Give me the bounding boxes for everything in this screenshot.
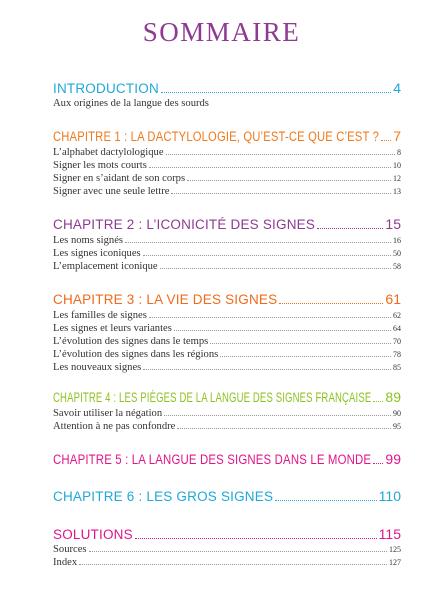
toc-item-label: Les signes iconiques [53, 248, 141, 259]
toc-page-number: 13 [393, 187, 401, 196]
toc-page-number: 125 [389, 545, 401, 554]
dot-leader [164, 415, 391, 416]
toc-page-number: 64 [393, 324, 401, 333]
toc-page-number: 16 [393, 236, 401, 245]
dot-leader [210, 343, 391, 344]
toc-item[interactable] [53, 235, 401, 246]
toc-heading-label: CHAPITRE 4 : LES PIÈGES DE LA LANGUE DES SIGNES FRANÇAISE [53, 390, 372, 405]
dot-leader [373, 463, 383, 464]
toc-item[interactable] [53, 323, 401, 334]
toc-heading-label: CHAPITRE 3 : LA VIE DES SIGNES [53, 292, 278, 307]
toc-heading-label: CHAPITRE 2 : L’ICONICITÉ DES SIGNES [53, 217, 316, 232]
toc-page-number: 110 [378, 488, 401, 504]
toc-heading-solutions[interactable] [53, 526, 401, 542]
toc-item[interactable] [53, 173, 401, 184]
dot-leader [279, 303, 383, 304]
toc-item[interactable] [53, 160, 401, 171]
dot-leader [160, 268, 391, 269]
toc-heading-chapitre-4[interactable] [53, 389, 401, 405]
toc-item[interactable] [53, 362, 401, 373]
toc-page-number: 4 [393, 80, 401, 96]
toc-heading-chapitre-5[interactable] [53, 451, 401, 467]
toc-heading-introduction[interactable] [53, 80, 401, 96]
toc-page-number: 7 [393, 128, 401, 144]
toc-item[interactable] [53, 98, 401, 109]
toc-page-number: 95 [393, 422, 401, 431]
toc-page-number: 62 [393, 311, 401, 320]
toc-item-label: Les noms signés [53, 235, 124, 246]
dot-leader [373, 401, 383, 402]
toc-item-label: Les signes et leurs variantes [53, 323, 172, 334]
toc-item-label: L’alphabet dactylologique [53, 147, 164, 158]
toc-item-label: L’évolution des signes dans les régions [53, 349, 219, 360]
toc-heading-chapitre-1[interactable] [53, 128, 401, 144]
toc-item-label: Signer en s’aidant de son corps [53, 173, 186, 184]
toc-heading-chapitre-6[interactable] [53, 488, 401, 504]
dot-leader [161, 92, 391, 93]
dot-leader [89, 551, 387, 552]
toc-page-number: 50 [393, 249, 401, 258]
toc-page-number: 78 [393, 350, 401, 359]
toc-item-label: Les nouveaux signes [53, 362, 142, 373]
toc-page-number: 99 [385, 451, 401, 467]
toc-item[interactable] [53, 421, 401, 432]
toc-page-number: 12 [393, 174, 401, 183]
toc-page-number: 15 [385, 216, 401, 232]
toc-item-label: Sources [53, 544, 87, 555]
dot-leader [166, 154, 395, 155]
toc-page-number: 115 [378, 526, 401, 542]
dot-leader [177, 428, 391, 429]
toc-item[interactable] [53, 147, 401, 158]
dot-leader [174, 330, 391, 331]
dot-leader [135, 538, 377, 539]
toc-item-label: Savoir utiliser la négation [53, 408, 163, 419]
toc-heading-chapitre-2[interactable] [53, 216, 401, 232]
toc-page-number: 70 [393, 337, 401, 346]
toc-item[interactable] [53, 261, 401, 272]
page-title: SOMMAIRE [142, 17, 301, 47]
toc-heading-label: INTRODUCTION [53, 81, 159, 96]
toc-page-number: 127 [389, 558, 401, 567]
dot-leader [149, 167, 391, 168]
toc-page-number: 61 [385, 291, 401, 307]
dot-leader [143, 369, 391, 370]
toc-item-label: Signer les mots courts [53, 160, 147, 171]
toc-page-number: 90 [393, 409, 401, 418]
toc-heading-label: CHAPITRE 6 : LES GROS SIGNES [53, 489, 274, 504]
dot-leader [149, 317, 391, 318]
toc-item-label: L’emplacement iconique [53, 261, 158, 272]
dot-leader [381, 140, 391, 141]
toc-item-label: Aux origines de la langue des sourds [53, 98, 209, 109]
toc-item[interactable] [53, 349, 401, 360]
toc-item[interactable] [53, 186, 401, 197]
dot-leader [187, 180, 391, 181]
toc-page-number: 10 [393, 161, 401, 170]
toc-page-number: 58 [393, 262, 401, 271]
dot-leader [79, 564, 387, 565]
dot-leader [317, 228, 383, 229]
toc-item-label: Les familles de signes [53, 310, 147, 321]
toc-item[interactable] [53, 557, 401, 568]
toc-item[interactable] [53, 336, 401, 347]
toc-item[interactable] [53, 248, 401, 259]
dot-leader [171, 193, 391, 194]
toc-item[interactable] [53, 310, 401, 321]
toc-item[interactable] [53, 408, 401, 419]
dot-leader [220, 356, 391, 357]
toc-item-label: L’évolution des signes dans le temps [53, 336, 209, 347]
toc-heading-label: SOLUTIONS [53, 527, 133, 542]
dot-leader [125, 242, 391, 243]
toc-page-number: 8 [397, 148, 401, 157]
toc-heading-label: CHAPITRE 5 : LA LANGUE DES SIGNES DANS LE MONDE [53, 452, 372, 467]
toc-heading-label: CHAPITRE 1 : LA DACTYLOLOGIE, QU’EST-CE QUE C’EST ? [53, 129, 379, 144]
toc-item-label: Index [53, 557, 78, 568]
toc-page-number: 85 [393, 363, 401, 372]
toc-heading-chapitre-3[interactable] [53, 291, 401, 307]
dot-leader [275, 500, 377, 501]
toc-item-label: Attention à ne pas confondre [53, 421, 176, 432]
toc-item[interactable] [53, 544, 401, 555]
dot-leader [143, 255, 391, 256]
toc-item-label: Signer avec une seule lettre [53, 186, 170, 197]
toc-page-number: 89 [385, 389, 401, 405]
